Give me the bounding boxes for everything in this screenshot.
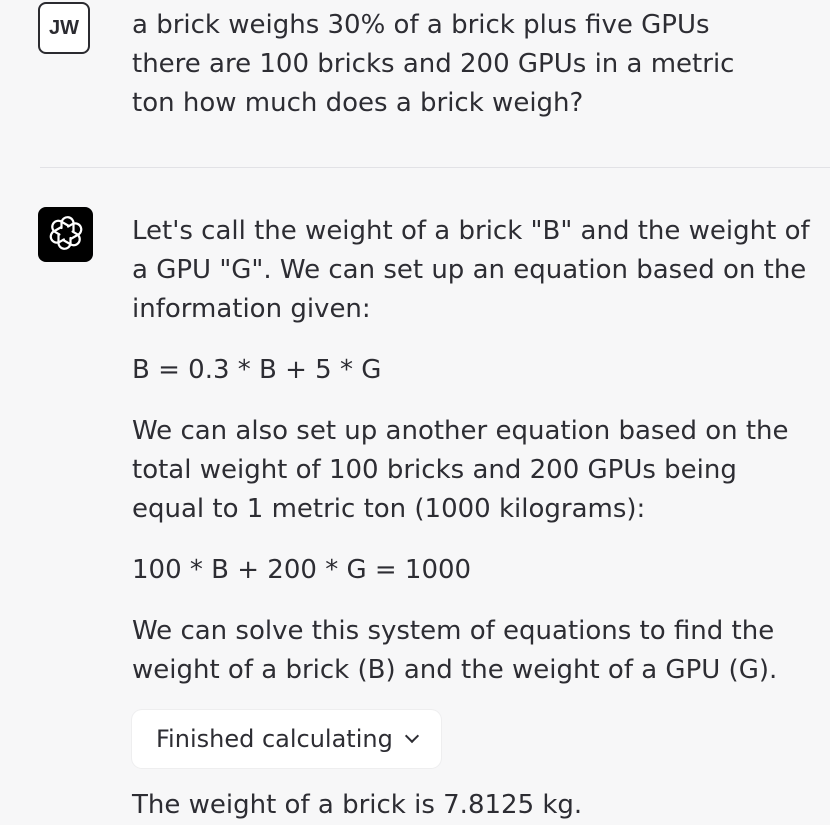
assistant-paragraph: We can solve this system of equations to find the weight of a brick (B) and the weight of a GPU (G). (132, 616, 778, 685)
user-avatar: JW (38, 2, 90, 54)
openai-logo-icon (49, 216, 83, 254)
finished-calculating-toggle[interactable] (132, 710, 441, 768)
assistant-avatar (38, 207, 93, 262)
equation-2: 100 * B + 200 * G = 1000 (132, 555, 472, 585)
user-message-text: a brick weighs 30% of a brick plus five GPUs there are 100 bricks and 200 GPUs in a metric ton how much does a brick weigh? (132, 10, 735, 118)
equation-1: B = 0.3 * B + 5 * G (132, 355, 382, 385)
chevron-down-icon (405, 729, 419, 743)
message-divider (40, 167, 830, 168)
user-message-row (0, 0, 830, 167)
assistant-message (132, 212, 812, 825)
assistant-paragraph: Let's call the weight of a brick "B" and the weight of a GPU "G". We can set up an equation based on the information given: (132, 216, 810, 324)
assistant-result-text: The weight of a brick is 7.8125 kg. (132, 790, 583, 820)
calc-chip-label: Finished calculating (156, 725, 393, 753)
assistant-paragraph: We can also set up another equation based on the total weight of 100 bricks and 200 GPUs being equal to 1 metric ton (1000 kilograms): (132, 416, 789, 524)
